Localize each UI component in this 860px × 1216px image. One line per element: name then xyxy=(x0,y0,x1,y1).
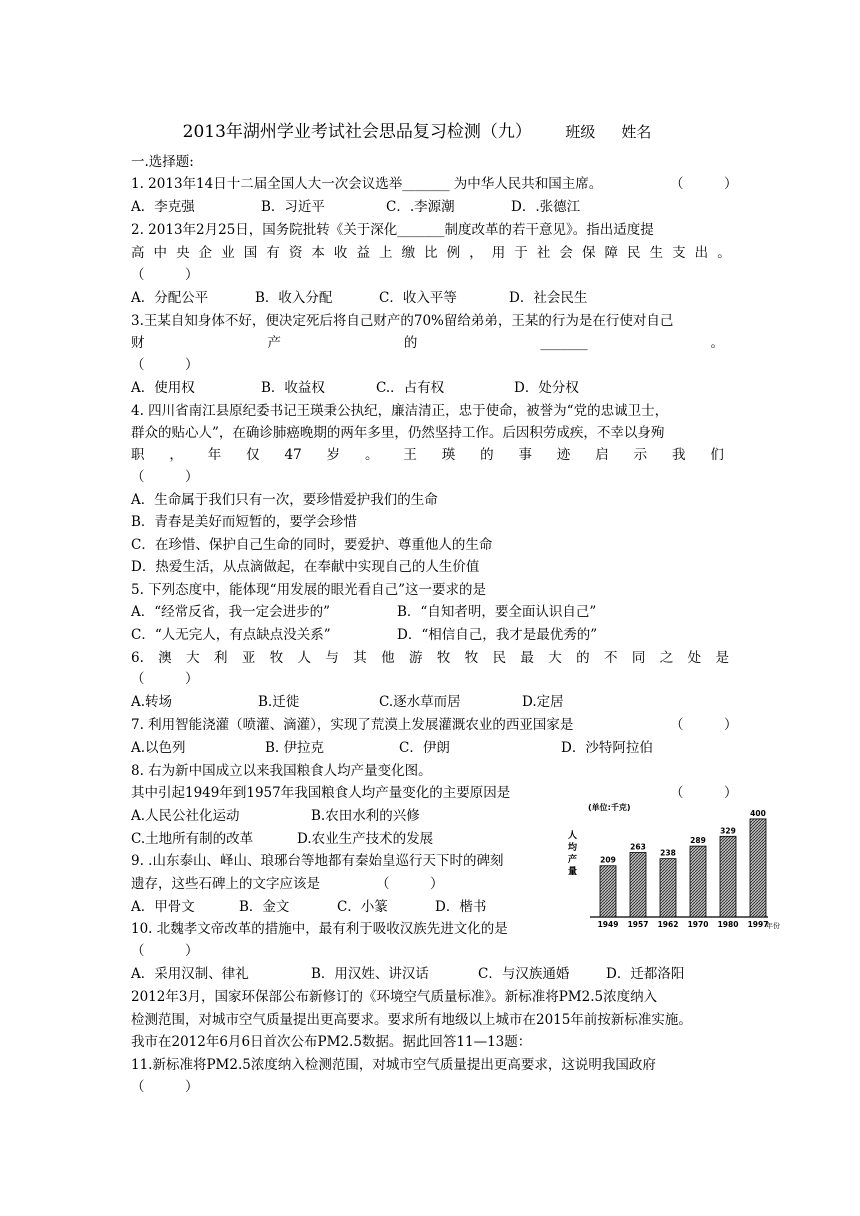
passage-line-1: 2012年3月，国家环保部公布新修订的《环境空气质量标准》。新标准将PM2.5浓度纳入 xyxy=(131,989,658,1005)
passage-line-2: 检测范围，对城市空气质量提出更高要求。要求所有地级以上城市在2015年前按新标准实施。 xyxy=(131,1012,692,1028)
q1-option-c: C．.李源潮 xyxy=(386,199,455,215)
class-label: 班级 xyxy=(565,123,596,141)
q4-line-3-token: 年 xyxy=(207,447,222,463)
q2-line-2-token: 有 xyxy=(266,245,280,261)
grain-per-capita-chart xyxy=(560,800,790,935)
q11-answer-paren: （ ） xyxy=(131,1079,199,1095)
q4-line-3-token: 岁 xyxy=(326,447,341,463)
q5-stem: 5. 下列态度中，能体现“用发展的眼光看自己”这一要求的是 xyxy=(131,582,486,598)
q5-option-a: A．“经常反省，我一定会进步的” xyxy=(131,604,331,620)
q4-line-2: 群众的贴心人”，在确诊肺癌晚期的两年多里，仍然坚持工作。后因积劳成疾，不幸以身殉 xyxy=(131,425,665,441)
q10-answer-paren: （ ） xyxy=(131,943,199,959)
q4-option-d: D．热爱生活，从点滴做起，在奉献中实现自己的人生价值 xyxy=(131,559,480,575)
q4-answer-paren: （ ） xyxy=(131,469,199,485)
q10-option-b: B．用汉姓、讲汉话 xyxy=(311,966,429,982)
q6-line-1-token: 6. xyxy=(131,650,144,666)
q4-line-3-token: 我 xyxy=(671,447,686,463)
q6-line-1-token: 不 xyxy=(604,650,618,666)
q2-line-2 xyxy=(131,243,731,263)
q2-line-2-token: 比 xyxy=(424,245,438,261)
q11-stem: 11.新标准将PM2.5浓度纳入检测范围，对城市空气质量提出更高要求，这说明我国政府 xyxy=(131,1057,656,1073)
q6-line-1-token: 牧 xyxy=(464,650,479,666)
q2-line-2-token: 例 xyxy=(446,245,461,261)
q8-option-d: D.农业生产技术的发展 xyxy=(297,831,434,847)
chart-x-label: 年份 xyxy=(766,922,780,930)
q10-option-a: A．采用汉制、律礼 xyxy=(131,966,249,982)
q2-line-2-token: 支 xyxy=(672,245,686,261)
q10-option-d: D．迁都洛阳 xyxy=(606,966,685,982)
q4-line-3-token: 们 xyxy=(710,447,724,463)
q3-line-2-token: _______ xyxy=(540,335,588,351)
q9-option-b: B．金文 xyxy=(239,899,290,915)
q8-option-b: B.农田水利的兴修 xyxy=(311,808,420,824)
q2-line-2-token: 本 xyxy=(311,245,325,261)
chart-tick-label: 1949 xyxy=(597,920,619,929)
q2-line-2-token: 业 xyxy=(221,245,235,261)
q9-option-c: C．小篆 xyxy=(337,899,388,915)
q2-line-2-token: 于 xyxy=(514,245,528,261)
q2-line-2-token: ， xyxy=(469,245,483,261)
chart-tick-label: 1957 xyxy=(627,920,649,929)
q4-line-3-token: 瑛 xyxy=(441,447,456,463)
q3-line-2-token: 财 xyxy=(131,335,145,351)
q4-line-3-token: 47 xyxy=(284,447,302,463)
q7-option-c: C．伊朗 xyxy=(399,740,450,756)
q4-line-3-token: 事 xyxy=(518,447,532,463)
q3-line-2-token: 产 xyxy=(267,335,281,351)
q9-option-a: A．甲骨文 xyxy=(131,899,195,915)
q6-line-1-token: 大 xyxy=(548,650,562,666)
q2-line-2-token: 收 xyxy=(333,245,348,261)
q6-line-1-token: 利 xyxy=(213,650,228,666)
q2-option-d: D．社会民生 xyxy=(509,290,588,306)
q6-line-1-token: 之 xyxy=(659,650,674,666)
q2-line-2-token: 国 xyxy=(243,245,258,261)
q6-option-c: C.逐水草而居 xyxy=(379,694,461,710)
q4-option-c: C．在珍惜、保护自己生命的同时，要爱护、尊重他人的生命 xyxy=(131,537,493,553)
q3-option-d: D．处分权 xyxy=(514,380,579,396)
q7-option-a: A.以色列 xyxy=(131,740,186,756)
q2-line-2-token: 障 xyxy=(604,245,618,261)
chart-value-label: 400 xyxy=(750,808,766,818)
q8-option-c: C.土地所有制的改革 xyxy=(131,831,254,847)
q7-option-b: B. 伊拉克 xyxy=(265,740,325,756)
chart-tick-label: 1980 xyxy=(717,920,739,929)
q6-line-1-token: 处 xyxy=(687,650,702,666)
q2-line-2-token: 央 xyxy=(176,245,190,261)
name-label: 姓名 xyxy=(621,123,652,141)
q1-stem: 1. 2013年14日十二届全国人大一次会议选举_______ 为中华人民共和国主席。 xyxy=(131,176,603,192)
chart-tick-label: 1962 xyxy=(657,920,679,929)
q5-options-row-1 xyxy=(131,602,596,622)
page-title xyxy=(0,117,860,142)
chart-value-label: 289 xyxy=(690,836,706,846)
chart-bar-1949 xyxy=(600,866,616,917)
q1-option-d: D．.张德江 xyxy=(511,199,581,215)
q6-line-1-token: 是 xyxy=(715,650,729,666)
q2-line-2-token: 社 xyxy=(536,245,551,261)
q10-stem: 10. 北魏孝文帝改革的措施中，最有利于吸收汉族先进文化的是 xyxy=(131,921,508,937)
q3-answer-paren: （ ） xyxy=(131,357,199,373)
q9-options xyxy=(131,897,486,917)
q4-line-3-token: 王 xyxy=(403,447,417,463)
q9-line-2: 遗存，这些石碑上的文字应该是 xyxy=(131,876,320,892)
section-heading: 一.选择题: xyxy=(131,154,194,170)
q2-line-2-token: 出 xyxy=(694,245,709,261)
q6-line-1-token: 民 xyxy=(492,650,507,666)
q4-line-3-token: 。 xyxy=(364,447,379,463)
q6-line-1-token: 牧 xyxy=(269,650,284,666)
q2-answer-paren: （ ） xyxy=(131,267,199,283)
q2-line-2-token: 。 xyxy=(717,245,731,261)
q1-option-a: A．李克强 xyxy=(131,199,195,215)
q8-line-1: 8. 右为新中国成立以来我国粮食人均产量变化图。 xyxy=(131,763,432,779)
q2-line-2-token: 民 xyxy=(627,245,641,261)
q8-options-row-2 xyxy=(131,829,433,849)
chart-value-label: 263 xyxy=(630,842,646,852)
q6-option-a: A.转场 xyxy=(131,694,173,710)
q8-options-row-1 xyxy=(131,806,420,826)
chart-tick-label: 1997 xyxy=(747,920,769,929)
q6-line-1-token: 其 xyxy=(353,650,367,666)
q4-line-3-token: 职 xyxy=(131,447,145,463)
q4-line-1: 4. 四川省南江县原纪委书记王瑛秉公执纪，廉洁清正，忠于使命，被誉为“党的忠诚卫士， xyxy=(131,403,669,419)
q10-option-c: C．与汉族通婚 xyxy=(478,966,570,982)
passage-line-3: 我市在2012年6月6日首次公布PM2.5数据。据此回答11—13题： xyxy=(131,1034,532,1050)
q9-option-d: D．楷书 xyxy=(435,899,487,915)
chart-bar-1962 xyxy=(660,859,676,917)
q3-options xyxy=(131,378,579,398)
q5-option-b: B．“自知者明，要全面认识自己” xyxy=(397,604,597,620)
q2-option-b: B．收入分配 xyxy=(255,290,333,306)
q6-line-1-token: 牧 xyxy=(436,650,451,666)
q3-option-b: B．收益权 xyxy=(261,380,325,396)
q7-answer-paren: （ ） xyxy=(670,717,738,733)
q1-option-b: B．习近平 xyxy=(261,199,325,215)
q4-line-3-token: 仅 xyxy=(246,447,260,463)
q4-line-3 xyxy=(131,445,724,465)
q2-line-2-token: 资 xyxy=(288,245,303,261)
chart-bar-1980 xyxy=(720,836,736,917)
q6-line-1-token: 亚 xyxy=(241,650,256,666)
q7-option-d: D．沙特阿拉伯 xyxy=(561,740,653,756)
q6-line-1-token: 他 xyxy=(381,650,395,666)
q8-option-a: A.人民公社化运动 xyxy=(131,808,240,824)
q2-line-2-token: 益 xyxy=(356,245,370,261)
q2-line-2-token: 生 xyxy=(649,245,664,261)
exam-title: 2013年湖州学业考试社会思品复习检测（九） xyxy=(182,122,532,142)
q2-line-2-token: 会 xyxy=(559,245,573,261)
q6-line-1-token: 人 xyxy=(297,650,312,666)
q4-line-3-token: ， xyxy=(169,447,183,463)
q4-line-3-token: 示 xyxy=(633,447,648,463)
q4-line-3-token: 的 xyxy=(480,447,494,463)
chart-value-label: 238 xyxy=(660,848,676,858)
q6-line-1-token: 澳 xyxy=(158,650,172,666)
q9-line-1: 9. .山东泰山、峄山、琅琊台等地都有秦始皇巡行天下时的碑刻 xyxy=(131,853,504,869)
q4-line-3-token: 启 xyxy=(595,447,609,463)
q3-line-2-token: 。 xyxy=(710,335,724,351)
chart-tick-label: 1970 xyxy=(687,920,709,929)
q6-line-1-token: 与 xyxy=(325,650,339,666)
q3-line-2-token: 的 xyxy=(403,335,418,351)
q4-option-b: B．青春是美好而短暂的，要学会珍惜 xyxy=(131,514,357,530)
q6-line-1-token: 游 xyxy=(408,650,423,666)
chart-value-label: 329 xyxy=(720,826,736,836)
q2-line-2-token: 中 xyxy=(153,245,168,261)
q6-line-1-token: 同 xyxy=(631,650,646,666)
q2-options xyxy=(131,288,587,308)
q2-option-c: C．收入平等 xyxy=(379,290,457,306)
q9-answer-paren: （ ） xyxy=(376,876,444,892)
q8-line-2: 其中引起1949年到1957年我国粮食人均产量变化的主要原因是 xyxy=(131,785,511,801)
q3-line-2 xyxy=(131,333,724,353)
q2-line-2-token: 上 xyxy=(379,245,393,261)
q6-option-b: B.迁徙 xyxy=(258,694,300,710)
q6-option-d: D.定居 xyxy=(522,694,564,710)
q6-line-1 xyxy=(131,648,729,668)
chart-unit-label: (单位:千克) xyxy=(588,803,631,812)
q7-options xyxy=(131,738,653,758)
q10-options xyxy=(131,964,684,984)
q7-stem: 7. 利用智能浇灌（喷灌、滴灌），实现了荒漠上发展灌溉农业的西亚国家是 xyxy=(131,717,574,733)
chart-bars xyxy=(598,809,769,929)
chart-value-label: 209 xyxy=(600,855,616,865)
chart-bar-1957 xyxy=(630,853,646,917)
q6-answer-paren: （ ） xyxy=(131,671,199,687)
chart-bar-1997 xyxy=(750,819,766,917)
q6-line-1-token: 最 xyxy=(520,650,534,666)
q6-options xyxy=(131,692,564,712)
q2-line-2-token: 缴 xyxy=(401,245,416,261)
q3-line-1: 3.王某自知身体不好，便决定死后将自己财产的70%留给弟弟，王某的行为是在行使对自己 xyxy=(131,313,674,329)
q1-options xyxy=(131,197,580,217)
q3-option-a: A．使用权 xyxy=(131,380,195,396)
q8-answer-paren: （ ） xyxy=(670,785,738,801)
q2-line-2-token: 企 xyxy=(198,245,213,261)
q5-options-row-2 xyxy=(131,625,597,645)
q4-line-3-token: 迹 xyxy=(556,447,571,463)
chart-y-label: 人均产量 xyxy=(568,831,578,877)
q2-line-2-token: 用 xyxy=(491,245,506,261)
q6-line-1-token: 的 xyxy=(576,650,590,666)
q1-answer-paren: （ ） xyxy=(670,176,738,192)
q2-line-1: 2. 2013年2月25日，国务院批转《关于深化_______制度改革的若干意见》。指出适度提 xyxy=(131,222,654,238)
q5-option-c: C．“人无完人，有点缺点没关系” xyxy=(131,627,331,643)
q2-line-2-token: 高 xyxy=(131,245,145,261)
q6-line-1-token: 大 xyxy=(186,650,200,666)
chart-bar-1970 xyxy=(690,846,706,917)
q2-option-a: A．分配公平 xyxy=(131,290,209,306)
q2-line-2-token: 保 xyxy=(581,245,596,261)
q3-option-c: C.．占有权 xyxy=(376,380,445,396)
q5-option-d: D．“相信自己，我才是最优秀的” xyxy=(397,627,598,643)
q4-option-a: A．生命属于我们只有一次，要珍惜爱护我们的生命 xyxy=(131,492,438,508)
